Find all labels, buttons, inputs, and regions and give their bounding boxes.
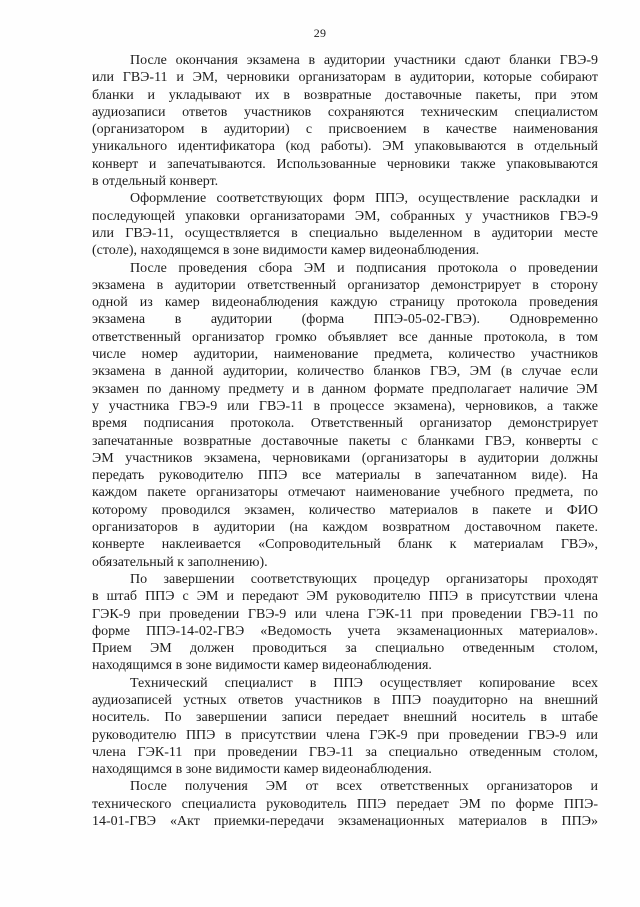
text-line: каждом пакете организаторы отмечают наименование учебного предмета, по <box>92 485 598 501</box>
text-line: (столе), находящемся в зоне видимости камер видеонаблюдения. <box>92 243 480 259</box>
text-line: запечатанные возвратные доставочные пакеты с бланками ГВЭ, конверты с <box>92 433 598 449</box>
text-line: экзамен по данному предмету и в данном формате предполагает наличие ЭМ <box>92 381 598 397</box>
text-line: Прием ЭМ должен проводиться за специально отведенным столом, <box>92 641 598 657</box>
paragraph <box>92 675 598 779</box>
text-line: ответственный организатор громко объявляет все данные протокола, в том <box>92 329 598 345</box>
page-number: 29 <box>313 26 327 40</box>
text-line: которому проводился экзамен, количество материалов в пакете и ФИО <box>92 502 598 518</box>
text-line: После получения ЭМ от всех ответственных организаторов и <box>130 779 598 795</box>
text-line: ГЭК-9 при проведении ГВЭ-9 или члена ГЭК-11 при проведении ГВЭ-11 по <box>92 606 598 622</box>
text-line: последующей упаковки организаторами ЭМ, собранных у участников ГВЭ-9 <box>92 208 598 224</box>
text-line: экзамена в данной аудитории, количество бланков ГВЭ, ЭМ (в случае если <box>92 364 598 380</box>
text-line: в штаб ППЭ с ЭМ и передают ЭМ руководителю ППЭ в присутствии члена <box>92 589 598 605</box>
text-line: одной из камер видеонаблюдения каждую страницу протокола проведения <box>92 295 598 311</box>
text-line: обязательный к заполнению). <box>92 554 268 570</box>
text-line: члена ГЭК-11 при проведении ГВЭ-11 за специально отведенным столом, <box>92 744 598 760</box>
text-line: По завершении соответствующих процедур организаторы проходят <box>130 571 598 587</box>
text-line: у участника ГВЭ-9 или ГВЭ-11 в процессе экзамена), черновиков, а также <box>92 398 598 414</box>
text-line: или ГВЭ-11, осуществляется в специально выделенном в аудитории месте <box>92 225 598 241</box>
text-line: форме ППЭ-14-02-ГВЭ «Ведомость учета экзаменационных материалов». <box>92 623 598 639</box>
text-line: конверт и запечатываются. Использованные черновики также упаковываются <box>92 156 598 172</box>
text-line: аудиозаписи ответов участников сохраняются техническим специалистом <box>92 104 598 120</box>
document-body <box>92 52 598 830</box>
text-line: или ГВЭ-11 и ЭМ, черновики организаторам в аудитории, которые собирают <box>92 70 598 86</box>
text-line: (организатором в аудитории) с присвоением в качестве наименования <box>92 122 598 138</box>
text-line: находящимся в зоне видимости камер видеонаблюдения. <box>92 658 432 674</box>
text-line: находящимся в зоне видимости камер видеонаблюдения. <box>92 762 432 778</box>
text-line: ЭМ участников экзамена, черновиками (организаторы в аудитории должны <box>92 450 598 466</box>
paragraph <box>92 778 598 830</box>
text-line: Технический специалист в ППЭ осуществляет копирование всех <box>130 675 598 691</box>
paragraph <box>92 571 598 675</box>
text-line: передать руководителю ППЭ все материалы в запечатанном виде). На <box>92 468 598 484</box>
text-line: После проведения сбора ЭМ и подписания протокола о проведении <box>130 260 598 276</box>
text-line: экзамена в аудитории (форма ППЭ-05-02-ГВЭ). Одновременно <box>92 312 598 328</box>
text-line: технического специалиста руководитель ППЭ передает ЭМ по форме ППЭ- <box>92 796 598 812</box>
text-line: в отдельный конверт. <box>92 174 219 190</box>
text-line: организаторов в аудитории (на каждом возвратном доставочном пакете. <box>92 520 598 536</box>
paragraph <box>92 52 598 190</box>
text-line: носитель. По завершении записи передает внешний носитель в штабе <box>92 710 598 726</box>
text-line: уникального идентификатора (код работы). ЭМ упаковываются в отдельный <box>92 139 598 155</box>
paragraph <box>92 260 598 571</box>
text-line: экзамена в аудитории ответственный организатор демонстрирует в сторону <box>92 277 598 293</box>
text-line: руководителю ППЭ в присутствии члена ГЭК-9 при проведении ГВЭ-9 или <box>92 727 598 743</box>
text-line: Оформление соответствующих форм ППЭ, осуществление раскладки и <box>130 191 598 207</box>
text-line: бланки и укладывают их в возвратные доставочные пакеты, при этом <box>92 87 598 103</box>
text-line: конверте наклеивается «Сопроводительный бланк к материалам ГВЭ», <box>92 537 598 553</box>
text-line: время подписания протокола. Ответственный организатор демонстрирует <box>92 416 598 432</box>
text-line: числе номер аудитории, наименование предмета, количество участников <box>92 347 598 363</box>
text-line: 14-01-ГВЭ «Акт приемки-передачи экзаменационных материалов в ППЭ» <box>92 814 598 830</box>
text-line: аудиозаписей устных ответов участников в ППЭ поаудиторно на внешний <box>92 692 598 708</box>
paragraph <box>92 190 598 259</box>
text-line: После окончания экзамена в аудитории участники сдают бланки ГВЭ-9 <box>130 53 598 68</box>
